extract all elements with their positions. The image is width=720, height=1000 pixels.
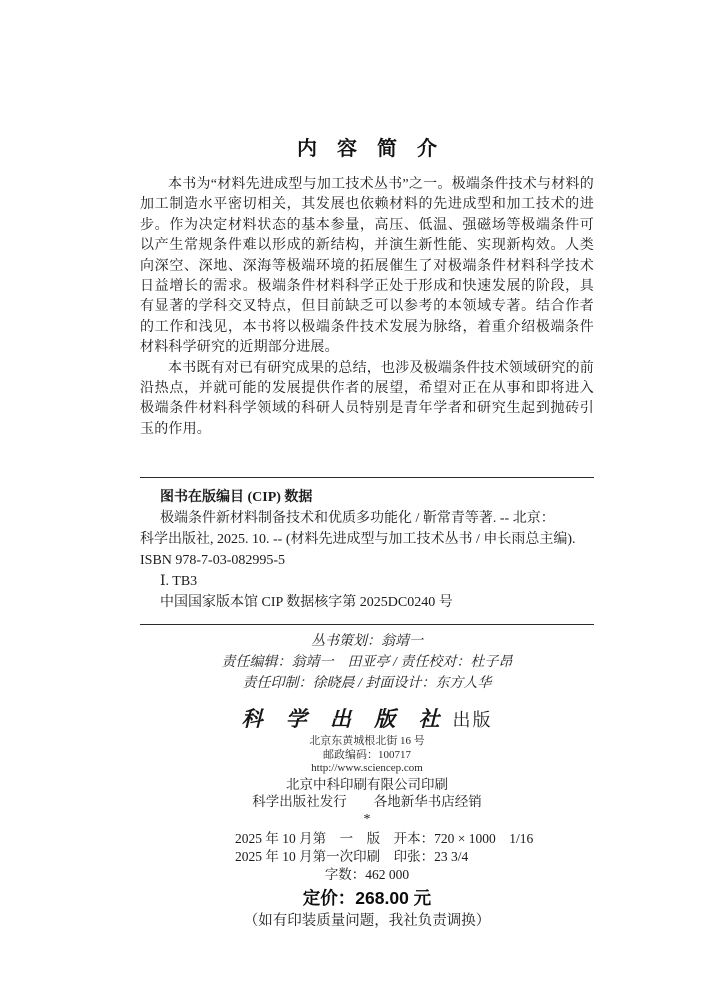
- publisher-block: [140, 706, 594, 827]
- edition-line-1: 2025 年 10 月第 一 版 开本：720 × 1000 1/16: [235, 830, 534, 846]
- publisher-postcode: 邮政编码：100717: [323, 748, 411, 761]
- cip-isbn: ISBN 978-7-03-082995-5: [140, 553, 286, 569]
- asterisk-separator: *: [363, 811, 371, 827]
- responsible-editors-line: 责任编辑：翁靖一 田亚亭 / 责任校对：杜子昂: [221, 655, 513, 671]
- distribution-line: 科学出版社发行 各地新华书店经销: [252, 794, 482, 810]
- cip-heading: 图书在版编目 (CIP) 数据: [160, 490, 313, 506]
- cip-data-block: [140, 477, 594, 625]
- intro-paragraph-2: 本书既有对已有研究成果的总结，也涉及极端条件技术领域研究的前沿热点，并就可能的发展提供作者的展望，希望对正在从事和即将进入极端条件材料科学领域的科研人员特别是青年学者和研究生起到抛砖引玉的作用。: [140, 360, 594, 437]
- exchange-notice-line: （如有印装质量问题，我社负责调换）: [243, 912, 491, 929]
- page-title: 内 容 简 介: [297, 138, 437, 160]
- publisher-logo-suffix: 出版: [452, 710, 493, 731]
- publisher-website: http://www.sciencep.com: [311, 762, 423, 775]
- publisher-address: 北京东黄城根北街 16 号: [309, 735, 425, 748]
- page-content: [140, 0, 594, 931]
- edition-line-2: 2025 年 10 月第一次印刷 印张：23 3/4: [235, 848, 469, 864]
- cip-entry-line-1: 极端条件新材料制备技术和优质多功能化 / 靳常青等著. -- 北京：: [160, 511, 555, 527]
- edition-lines: [140, 830, 594, 866]
- cip-record-number: 中国国家版本馆 CIP 数据核字第 2025DC0240 号: [160, 595, 453, 611]
- content-introduction: [140, 175, 594, 440]
- price-line: 定价：268.00 元: [302, 887, 432, 908]
- science-press-logo: 科 学 出 版 社: [241, 707, 449, 732]
- series-planning-line: 丛书策划：翁靖一: [311, 634, 423, 650]
- word-count-line: 字数：462 000: [324, 866, 410, 882]
- editorial-staff-block: [140, 631, 594, 694]
- cip-entry-line-2: 科学出版社, 2025. 10. -- (材料先进成型与加工技术丛书 / 申长雨总主编).: [140, 532, 576, 548]
- cip-classification: Ⅰ. TB3: [160, 574, 198, 590]
- print-cover-design-line: 责任印制：徐晓晨 / 封面设计：东方人华: [242, 676, 492, 692]
- edition-info-block: [140, 830, 594, 931]
- publisher-logo-line: [140, 706, 594, 735]
- intro-paragraph-1: 本书为“材料先进成型与加工技术丛书”之一。极端条件技术与材料的加工制造水平密切相关，其发展也依赖材料的先进成型和加工技术的进步。作为决定材料状态的基本参量，高压、低温、强磁场等极端条件可以产生常规条件难以形成的新结构，并演生新性能、实现新构效。人类向深空、深地、深海等极端环境的拓展催生了对极端条件材料科学技术日益增长的需求。极端条件材料科学正处于形成和快速发展的阶段，具有显著的学科交叉特点，但目前缺乏可以参考的本领域专著。结合作者的工作和浅见，本书将以极端条件技术发展为脉络，着重介绍极端条件材料科学研究的近期部分进展。: [140, 177, 594, 356]
- printer-line: 北京中科印刷有限公司印刷: [286, 776, 448, 792]
